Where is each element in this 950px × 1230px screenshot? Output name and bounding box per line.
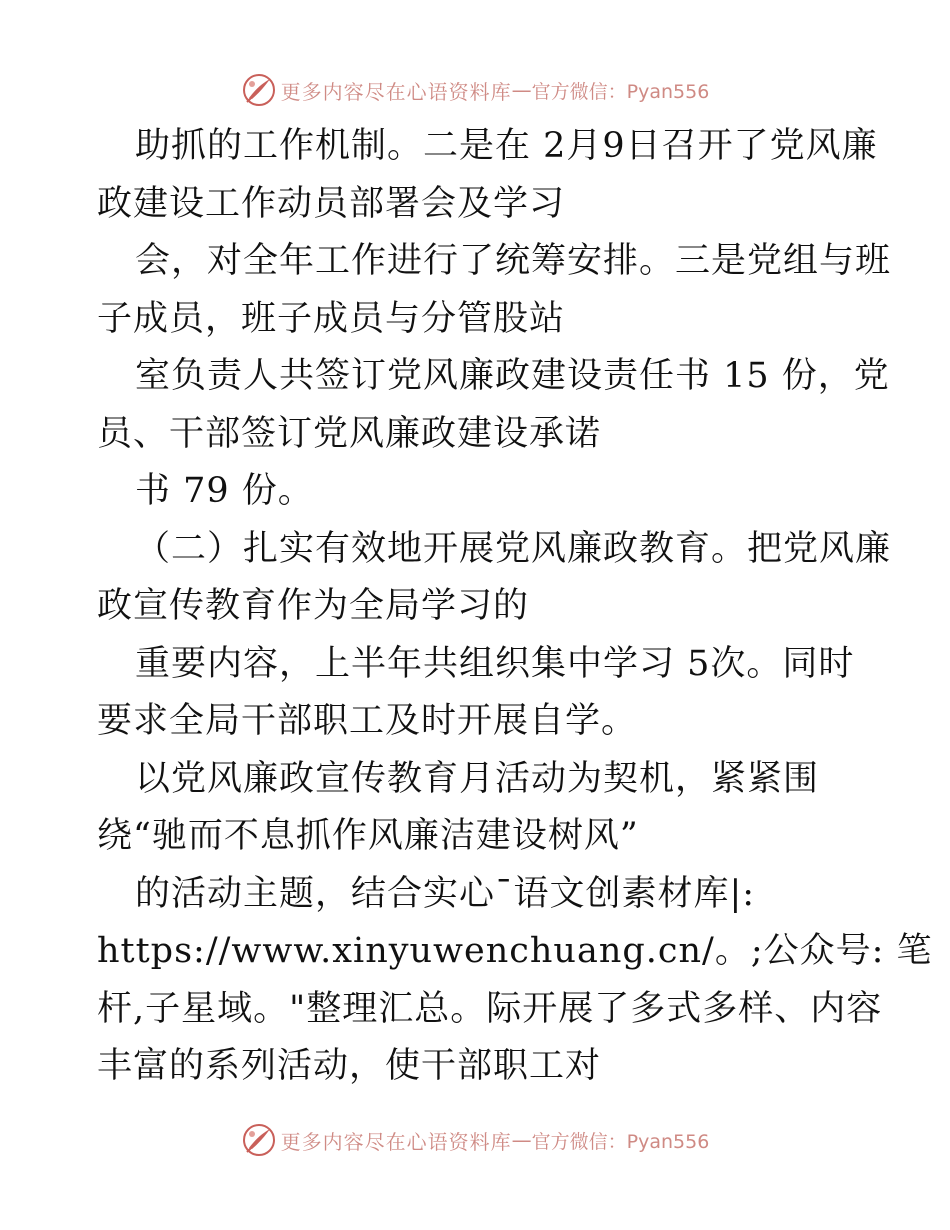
text-line: 子成员，班子成员与分管股站 xyxy=(97,298,566,339)
feather-pen-logo-icon xyxy=(241,1122,277,1158)
watermark-sub-text: 官方微信：Pyan556 xyxy=(531,1130,710,1153)
header-watermark xyxy=(0,70,950,110)
text-line: 要求全局干部职工及时开展自学。 xyxy=(97,701,638,741)
text-line: （二）扎实有效地开展党风廉政教育。把党风廉 xyxy=(135,528,892,569)
text-line: 杆,子星域。"整理汇总。际开展了多式多样、内容 xyxy=(97,988,883,1029)
watermark-dash: — xyxy=(511,1128,532,1152)
text-line: 会，对全年工作进行了统筹安排。三是党组与班 xyxy=(135,241,892,281)
watermark-main-text: 更多内容尽在心语资料库 xyxy=(280,79,512,104)
text-line: 书 79 份。 xyxy=(135,471,314,511)
text-line: 绕“驰而不息抓作风廉洁建设树风” xyxy=(97,816,639,856)
text-line: 员、干部签订党风廉政建设承诺 xyxy=(97,413,602,454)
footer-watermark xyxy=(0,1120,950,1160)
feather-pen-logo-icon xyxy=(241,72,277,108)
text-line: 政宣传教育作为全局学习的 xyxy=(97,586,530,626)
text-line: 以党风廉政宣传教育月活动为契机，紧紧围 xyxy=(135,758,820,799)
watermark-main-text: 更多内容尽在心语资料库 xyxy=(280,1129,512,1154)
text-line: 助抓的工作机制。二是在 2月9日召开了党风廉 xyxy=(135,126,878,166)
document-body xyxy=(97,118,933,1096)
watermark-sub-text: 官方微信：Pyan556 xyxy=(531,80,710,103)
text-line: 丰富的系列活动，使干部职工对 xyxy=(97,1046,602,1086)
text-line: 政建设工作动员部署会及学习 xyxy=(97,183,566,224)
text-line: 重要内容，上半年共组织集中学习 5次。同时 xyxy=(135,643,855,684)
text-line: 室负责人共签订党风廉政建设责任书 15 份，党 xyxy=(135,356,890,396)
text-line: https://www.xinyuwenchuang.cn/。;公众号: 笔 xyxy=(97,931,933,971)
watermark-dash: — xyxy=(511,78,532,102)
text-line: 的活动主题，结合实心¯语文创素材库|: xyxy=(135,873,756,914)
